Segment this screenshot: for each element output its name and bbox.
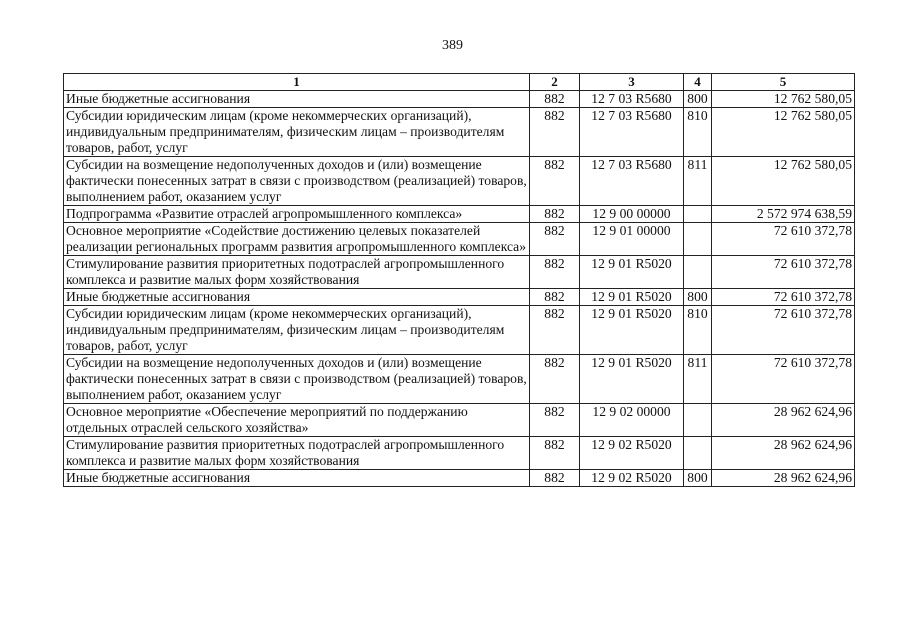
row-expense-type: 811	[684, 355, 712, 404]
row-target-code: 12 7 03 R5680	[580, 157, 684, 206]
row-expense-type: 800	[684, 470, 712, 487]
table-row	[64, 355, 855, 404]
row-gr-code: 882	[530, 306, 580, 355]
row-expense-type	[684, 437, 712, 470]
row-name: Субсидии на возмещение недополученных доходов и (или) возмещение фактически понесенных затрат в связи с производством (реализацией) товаров, выполнением работ, оказанием услуг	[64, 157, 530, 206]
row-amount: 72 610 372,78	[712, 289, 855, 306]
table-row	[64, 206, 855, 223]
table-row	[64, 289, 855, 306]
row-name: Субсидии юридическим лицам (кроме некоммерческих организаций), индивидуальным предпринимателям, физическим лицам – производителям товаров, работ, услуг	[64, 306, 530, 355]
row-name: Иные бюджетные ассигнования	[64, 289, 530, 306]
row-target-code: 12 9 01 R5020	[580, 256, 684, 289]
row-gr-code: 882	[530, 437, 580, 470]
table-row	[64, 91, 855, 108]
row-target-code: 12 9 02 00000	[580, 404, 684, 437]
row-target-code: 12 7 03 R5680	[580, 108, 684, 157]
row-gr-code: 882	[530, 157, 580, 206]
row-name: Субсидии юридическим лицам (кроме некоммерческих организаций), индивидуальным предпринимателям, физическим лицам – производителям товаров, работ, услуг	[64, 108, 530, 157]
row-expense-type: 800	[684, 289, 712, 306]
row-target-code: 12 9 01 R5020	[580, 306, 684, 355]
row-name: Иные бюджетные ассигнования	[64, 91, 530, 108]
row-gr-code: 882	[530, 355, 580, 404]
table-row	[64, 470, 855, 487]
row-amount: 28 962 624,96	[712, 470, 855, 487]
table-row	[64, 223, 855, 256]
table-row	[64, 437, 855, 470]
row-gr-code: 882	[530, 289, 580, 306]
row-expense-type	[684, 256, 712, 289]
row-target-code: 12 9 01 R5020	[580, 289, 684, 306]
header-col-4: 4	[684, 74, 712, 91]
row-target-code: 12 9 01 R5020	[580, 355, 684, 404]
row-name: Основное мероприятие «Обеспечение мероприятий по поддержанию отдельных отраслей сельского хозяйства»	[64, 404, 530, 437]
table-header-row	[64, 74, 855, 91]
row-amount: 72 610 372,78	[712, 223, 855, 256]
row-expense-type: 800	[684, 91, 712, 108]
row-target-code: 12 9 02 R5020	[580, 437, 684, 470]
row-expense-type	[684, 404, 712, 437]
row-target-code: 12 9 00 00000	[580, 206, 684, 223]
row-name: Основное мероприятие «Содействие достижению целевых показателей реализации региональных программ развития агропромышленного комплекса»	[64, 223, 530, 256]
row-amount: 28 962 624,96	[712, 437, 855, 470]
row-gr-code: 882	[530, 256, 580, 289]
row-gr-code: 882	[530, 206, 580, 223]
row-amount: 72 610 372,78	[712, 306, 855, 355]
table-row	[64, 404, 855, 437]
table-row	[64, 256, 855, 289]
header-col-5: 5	[712, 74, 855, 91]
row-amount: 12 762 580,05	[712, 108, 855, 157]
row-name: Стимулирование развития приоритетных подотраслей агропромышленного комплекса и развитие малых форм хозяйствования	[64, 437, 530, 470]
row-gr-code: 882	[530, 470, 580, 487]
row-expense-type	[684, 223, 712, 256]
table-row	[64, 157, 855, 206]
table-row	[64, 306, 855, 355]
row-expense-type: 810	[684, 306, 712, 355]
header-col-3: 3	[580, 74, 684, 91]
row-amount: 12 762 580,05	[712, 157, 855, 206]
row-gr-code: 882	[530, 404, 580, 437]
row-expense-type: 810	[684, 108, 712, 157]
table-body	[64, 91, 855, 487]
row-target-code: 12 9 02 R5020	[580, 470, 684, 487]
row-amount: 28 962 624,96	[712, 404, 855, 437]
header-col-1: 1	[64, 74, 530, 91]
row-gr-code: 882	[530, 91, 580, 108]
row-name: Подпрограмма «Развитие отраслей агропромышленного комплекса»	[64, 206, 530, 223]
row-name: Субсидии на возмещение недополученных доходов и (или) возмещение фактически понесенных затрат в связи с производством (реализацией) товаров, выполнением работ, оказанием услуг	[64, 355, 530, 404]
row-gr-code: 882	[530, 223, 580, 256]
row-amount: 2 572 974 638,59	[712, 206, 855, 223]
row-expense-type: 811	[684, 157, 712, 206]
budget-table	[63, 73, 855, 487]
row-amount: 12 762 580,05	[712, 91, 855, 108]
row-target-code: 12 7 03 R5680	[580, 91, 684, 108]
row-target-code: 12 9 01 00000	[580, 223, 684, 256]
row-amount: 72 610 372,78	[712, 256, 855, 289]
table-row	[64, 108, 855, 157]
row-gr-code: 882	[530, 108, 580, 157]
row-name: Стимулирование развития приоритетных подотраслей агропромышленного комплекса и развитие малых форм хозяйствования	[64, 256, 530, 289]
row-name: Иные бюджетные ассигнования	[64, 470, 530, 487]
row-expense-type	[684, 206, 712, 223]
header-col-2: 2	[530, 74, 580, 91]
row-amount: 72 610 372,78	[712, 355, 855, 404]
page-number: 389	[442, 38, 463, 53]
